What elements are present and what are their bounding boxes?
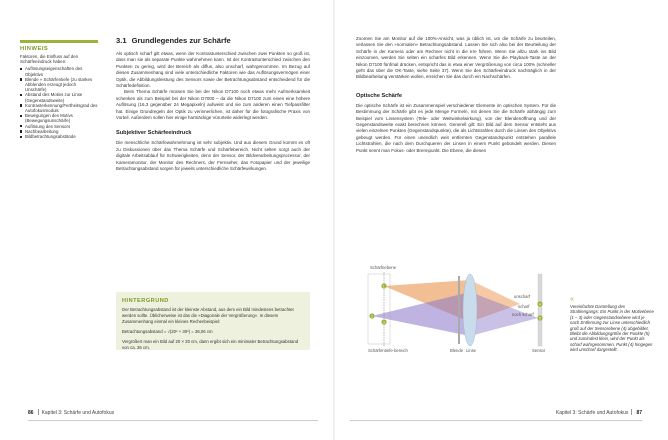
aperture-bar — [458, 276, 460, 344]
footer-rule-left — [28, 420, 318, 421]
marker-label-3: 3 — [382, 320, 385, 325]
hint-item: Kontrasterkennung/Fertheitsgrad des Autofokusmoduls — [20, 103, 98, 113]
left-page-body — [116, 36, 310, 173]
hint-intro: Faktoren, die Einfluss auf den Schärfeeindruck haben: — [20, 54, 79, 65]
hint-item: Auflösungseigenschaften des Objektivs — [20, 66, 98, 76]
lens-shape — [463, 274, 477, 346]
footer-divider — [38, 409, 39, 415]
section-number: 3.1 — [116, 36, 127, 45]
label-lens: Linse — [466, 348, 477, 353]
hint-box — [20, 40, 98, 139]
chapter-label-left: Kapitel 3: Schärfe und Autofokus — [41, 410, 115, 416]
hint-item: Auflösung des Sensors — [20, 124, 98, 129]
body-paragraph: Beim Thema Schärfe müssen Sie bei der Nikon D7100 noch etwas mehr Aufmerksamkeit schenken als zum Beispiel bei der Nikon D7000 – da die Nikon D7100 zum einen eine höhere Auflösung (16,3 gegenüber 24 Megapixeln) aufweist und sie zum anderen einen Tiefpassfilter hat. Einige Grundregeln der Optik zu verinnerlichen, ist daher für die fotografische Praxis von Vorteil. Außerdem sollen hier einige hartnäckige Vorurteile widerlegt werden. — [116, 89, 310, 121]
hint-title: HINWEIS — [20, 46, 49, 52]
hint-item: Bewegungen des Motivs (Bewegungsunschärfe) — [20, 113, 98, 123]
infobox-title: HINTERGRUND — [122, 298, 169, 304]
label-plane: Schärfeebene — [370, 265, 397, 270]
page-gutter — [333, 0, 335, 440]
hint-sidebar — [20, 40, 98, 139]
footer-rule-right — [350, 420, 642, 421]
depth-range — [368, 274, 390, 344]
figure-caption — [570, 296, 654, 353]
right-page-body — [356, 36, 556, 154]
label-aperture: Blende — [450, 348, 464, 353]
label-unscharf: unscharf — [514, 294, 531, 299]
hint-item: Bildbetrachtungsabstände — [20, 134, 98, 139]
hint-list — [20, 66, 98, 139]
footer-right — [556, 409, 642, 416]
hint-item: Nachbearbeitung — [20, 129, 98, 134]
footer-left — [28, 409, 114, 416]
subheading-optical: Optische Schärfe — [356, 92, 403, 99]
infobox-conclusion: Vergrößert man ein Bild auf 20 × 30 cm, dann ergibt sich ein minimaler Betrachtungsabstand von ca. 36 cm. — [122, 339, 299, 351]
hint-item: Blende » Schärfentiefe (zu starkes Abblenden erzeugt jedoch Unschärfe) — [20, 77, 98, 93]
page-number-right: 87 — [636, 410, 642, 416]
caption-text: Vereinfachte Darstellung des Strahlengangs: Ein Punkt in der Motivebene (1 – 3) oder Gegenstandsebene wird je nach Entfernung zur Linse unterschiedlich groß auf der Sensorebene (4) abgebildet. Bleibt die Abbildungsgröße der Punkte (5) und zumindest klein, wird der Punkt als scharf wahrgenommen. Punkt (4) hingegen wird unscharf dargestellt. — [570, 304, 654, 353]
section-title — [116, 36, 310, 45]
body-paragraph: Die menschliche Schärfewahrnehmung ist sehr subjektiv. Und aus diesem Grund kommt es oft zu Diskussionen über das Thema Schärfe und Schärfebereich. Nicht selten sorgt auch der digitale Arbeitsablauf für Schwierigkeiten, denn der Sensor, der Bildverarbeitungsprozessor, der Kameramonitor, der Monitor des Rechners, der Fernseher, das Fotopapier und der jeweilige Betrachtungsabstand sorgen für jeweils unterschiedliche Schärfewirkungen. — [116, 140, 310, 172]
marker-label-4: 4 — [538, 302, 541, 307]
label-scharf: scharf — [518, 304, 530, 309]
body-paragraph: Zoomen Sie am Monitor auf die 100%-Ansicht, was ja üblich ist, um die Schärfe zu beurteilen, verlassen Sie den »normalen« Betrachtungsabstand. Lassen Sie sich also bei der Beurteilung der Schärfe in der Kamera oder am Rechner nicht in die Irre führen. Wenn Sie allzu stark ins Bild einzoomen, werden Sie selten ein scharfes Bild erkennen. Wenn Sie die Playback-Taste an der Nikon D7100 fünfmal drücken, entspricht das in etwa einer Vergrößerung von circa 100% (schneller geht das über die OK-Taste, siehe Seite 37). Wenn Sie den Schärfeeindruck nachträglich in der Bildbearbeitung verstärken wollen, erreichen Sie das durch ein Nachschärfen. — [356, 36, 556, 80]
body-paragraph: Als optisch scharf gilt etwas, wenn der Kontrastunterschied zwischen zwei Punkten so groß ist, dass man sie als separate Punkte wahrnehmen kann. Ist der Kontrastunterschied zwischen den Punkten zu gering, wird der Bereich als diffus, also unscharf, wahrgenommen. Im Bezug auf diesen Zusammenhang sind viele unterschiedliche Faktoren wie das Auflösungsvermögen einer Optik, die Abbildungsleistung des Sensors sowie der Betrachtungsabstand entscheidend für die Schärfedefinition. — [116, 51, 310, 89]
marker-label-1: 1 — [382, 284, 385, 289]
section-title-text: Grundlegendes zur Schärfe — [131, 36, 231, 45]
infobox-text: Der Betrachtungsabstand ist der kleinste Abstand, aus dem ein Bild mindestens betrachtet werden sollte. Üblicherweise ist das die »Diagonale der Vergrößerung«. In diesem Zusammenhang einmal ein kleines Rechenbeispiel: — [122, 307, 294, 324]
body-paragraph: Die optische Schärfe ist ein Zusammenspiel verschiedener Elemente im optischen System. Für die Bestimmung der Schärfe gibt es jede Menge Formeln, mit denen Sie die Schärfe abhängig zum Beispiel vom Linsensystem (Tele- oder Weitwinkelwirkung), von der Blendenöffnung und der Gegenstandsweite exakt berechnen können. Generell gilt: Ein Bild auf dem Sensor entsteht aus vielen einzelnen Punkten (Gegenstandspunkte), die als Lichtstrahlen durch die Linsen des Objektivs gebeugt werden. Für einen unendlich weit entfernten Gegenstandspunkt entstehen parallele Lichtstrahlen, die nach dem Durchqueren der Linsen in einem Punkt gebündelt werden. Diesen Punkt nennt man Fokus- oder Brennpunkt. Die Ebene, die diesen — [356, 102, 556, 153]
optics-diagram — [360, 260, 560, 360]
page-number-left: 86 — [28, 410, 34, 416]
marker-label-2: 2 — [370, 314, 373, 319]
label-noch-scharf: noch scharf — [512, 312, 534, 317]
background-infobox — [116, 292, 310, 350]
footer-divider — [631, 409, 632, 415]
sensor-bar — [538, 274, 542, 346]
label-sensor: Sensor — [532, 348, 546, 353]
marker-label-5: 5 — [538, 316, 541, 321]
label-depth-range: Schärfentiefe-bereich — [368, 348, 408, 353]
hint-item: Abstand des Motivs zur Linse (Gegenstandsweite) — [20, 92, 98, 102]
chapter-label-right: Kapitel 3: Schärfe und Autofokus — [555, 410, 629, 416]
caption-arrow-icon: « — [570, 296, 574, 303]
infobox-formula: Betrachtungsabstand = √(20² + 30²) = 36,06 cm — [122, 329, 213, 335]
subheading-subjective: Subjektiver Schärfeeindruck — [116, 130, 192, 137]
